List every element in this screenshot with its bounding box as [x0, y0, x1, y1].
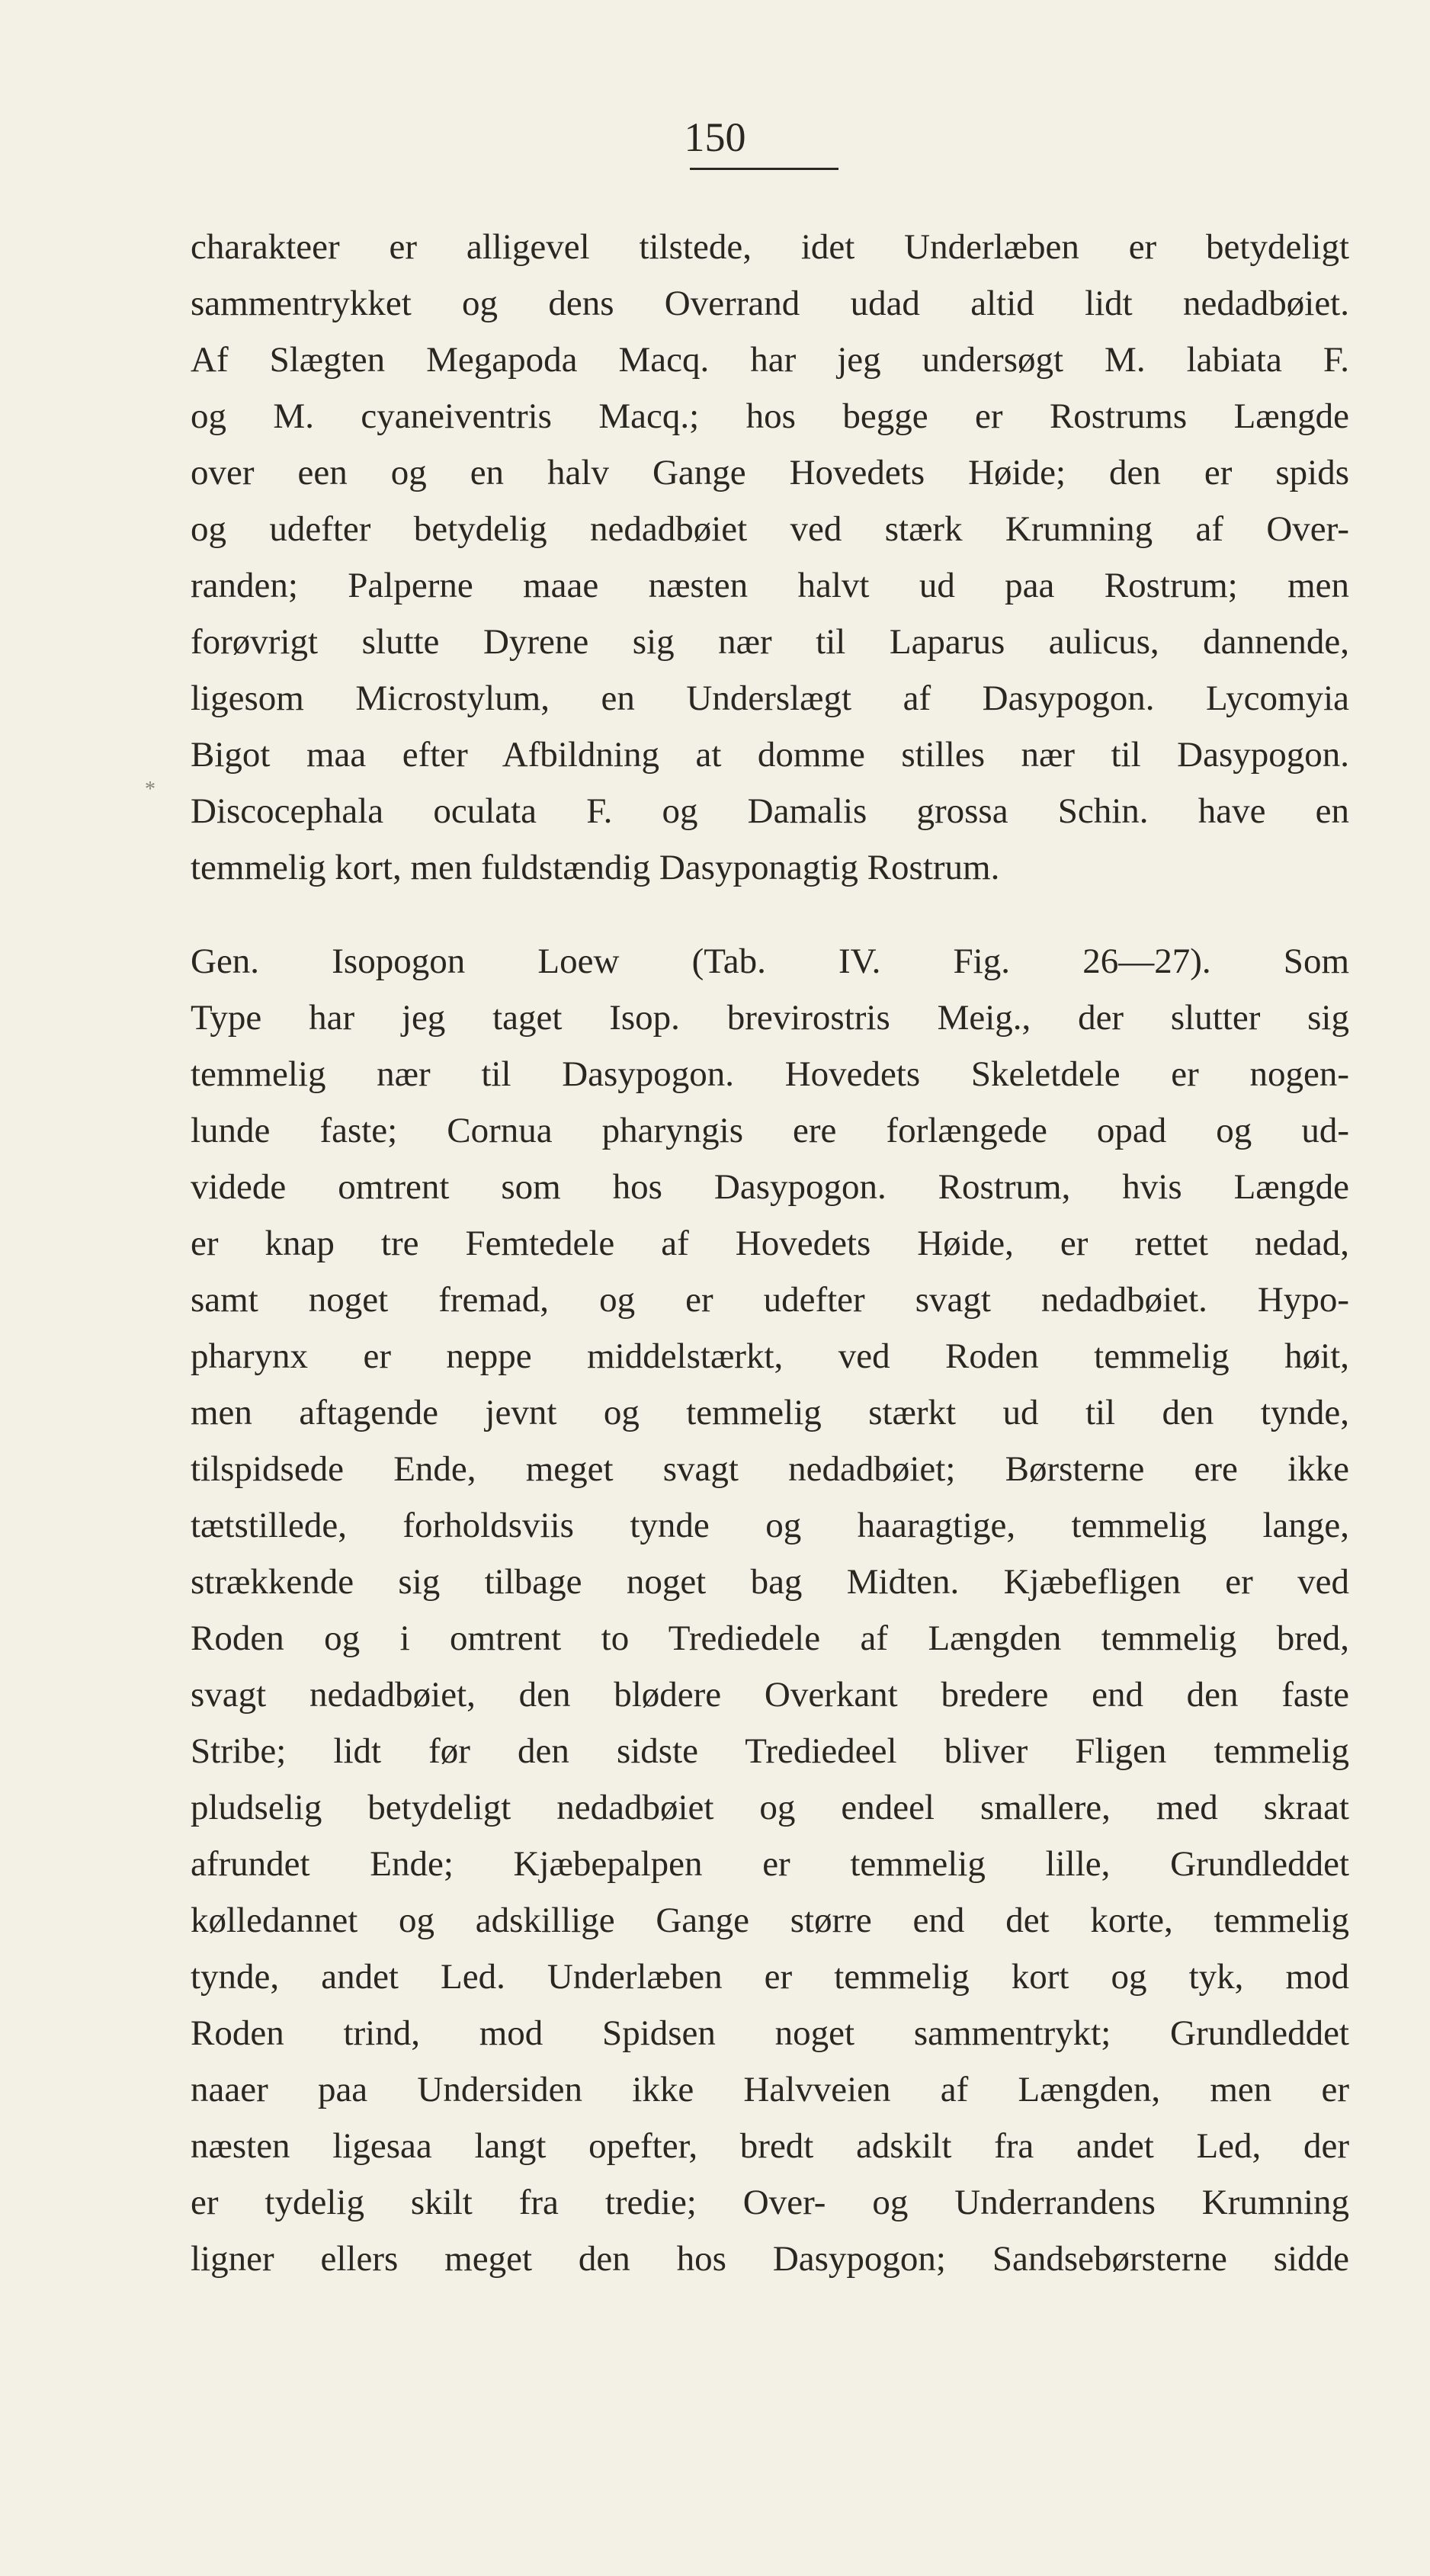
text-line: afrundet Ende; Kjæbepalpen er temmelig lille, Grundleddet [191, 1844, 1349, 1884]
text-line: ligesom Microstylum, en Underslægt af Dasypogon. Lycomyia [191, 678, 1349, 718]
text-line: temmelig kort, men fuldstændig Dasyponagtig Rostrum. [191, 848, 1000, 887]
text-line: strækkende sig tilbage noget bag Midten. Kjæbefligen er ved [191, 1562, 1349, 1602]
page-number-rule [690, 168, 838, 170]
text-line: tynde, andet Led. Underlæben er temmelig kort og tyk, mod [191, 1957, 1349, 1997]
text-line: kølledannet og adskillige Gange større end det korte, temmelig [191, 1901, 1349, 1940]
text-line: Stribe; lidt før den sidste Trediedeel bliver Fligen temmelig [191, 1731, 1349, 1771]
text-line: tilspidsede Ende, meget svagt nedadbøiet; Børsterne ere ikke [191, 1449, 1349, 1489]
paragraph-2 [191, 933, 1349, 2287]
text-line: charakteer er alligevel tilstede, idet Underlæben er betydeligt [191, 227, 1349, 267]
text-line: pludselig betydeligt nedadbøiet og endeel smallere, med skraat [191, 1788, 1349, 1827]
text-line: Af Slægten Megapoda Macq. har jeg undersøgt M. labiata F. [191, 340, 1349, 380]
text-line: og udefter betydelig nedadbøiet ved stærk Krumning af Over- [191, 509, 1349, 549]
text-line: Roden trind, mod Spidsen noget sammentrykt; Grundleddet [191, 2013, 1349, 2053]
text-line: men aftagende jevnt og temmelig stærkt ud til den tynde, [191, 1393, 1349, 1432]
text-line: videde omtrent som hos Dasypogon. Rostrum, hvis Længde [191, 1167, 1349, 1207]
text-line: næsten ligesaa langt opefter, bredt adskilt fra andet Led, der [191, 2126, 1349, 2166]
text-line: temmelig nær til Dasypogon. Hovedets Skeletdele er nogen- [191, 1054, 1349, 1094]
text-line: Discocephala oculata F. og Damalis grossa Schin. have en [191, 791, 1349, 831]
text-line: randen; Palperne maae næsten halvt ud paa Rostrum; men [191, 566, 1349, 605]
text-line: svagt nedadbøiet, den blødere Overkant bredere end den faste [191, 1675, 1349, 1715]
text-line: tætstillede, forholdsviis tynde og haaragtige, temmelig lange, [191, 1506, 1349, 1545]
text-line: naaer paa Undersiden ikke Halvveien af Længden, men er [191, 2070, 1349, 2109]
text-line: lunde faste; Cornua pharyngis ere forlængede opad og ud- [191, 1111, 1349, 1150]
page-number: 150 [684, 114, 746, 160]
paragraph-1 [191, 219, 1349, 896]
text-line: pharynx er neppe middelstærkt, ved Roden temmelig høit, [191, 1336, 1349, 1376]
text-line: ligner ellers meget den hos Dasypogon; Sandsebørsterne sidde [191, 2239, 1349, 2279]
text-line: er knap tre Femtedele af Hovedets Høide, er rettet nedad, [191, 1224, 1349, 1263]
margin-mark: * [145, 778, 156, 801]
text-line: sammentrykket og dens Overrand udad altid lidt nedadbøiet. [191, 284, 1349, 323]
text-line-heading: Gen. Isopogon Loew (Tab. IV. Fig. 26—27). Som [191, 942, 1349, 981]
text-line: Roden og i omtrent to Trediedele af Længden temmelig bred, [191, 1618, 1349, 1658]
text-line: Bigot maa efter Afbildning at domme stilles nær til Dasypogon. [191, 735, 1349, 775]
text-line: forøvrigt slutte Dyrene sig nær til Laparus aulicus, dannende, [191, 622, 1349, 662]
text-line: samt noget fremad, og er udefter svagt nedadbøiet. Hypo- [191, 1280, 1349, 1320]
text-line: Type har jeg taget Isop. brevirostris Meig., der slutter sig [191, 998, 1349, 1038]
text-line: over een og en halv Gange Hovedets Høide; den er spids [191, 453, 1349, 492]
text-line: er tydelig skilt fra tredie; Over- og Underrandens Krumning [191, 2183, 1349, 2222]
text-line: og M. cyaneiventris Macq.; hos begge er Rostrums Længde [191, 396, 1349, 436]
